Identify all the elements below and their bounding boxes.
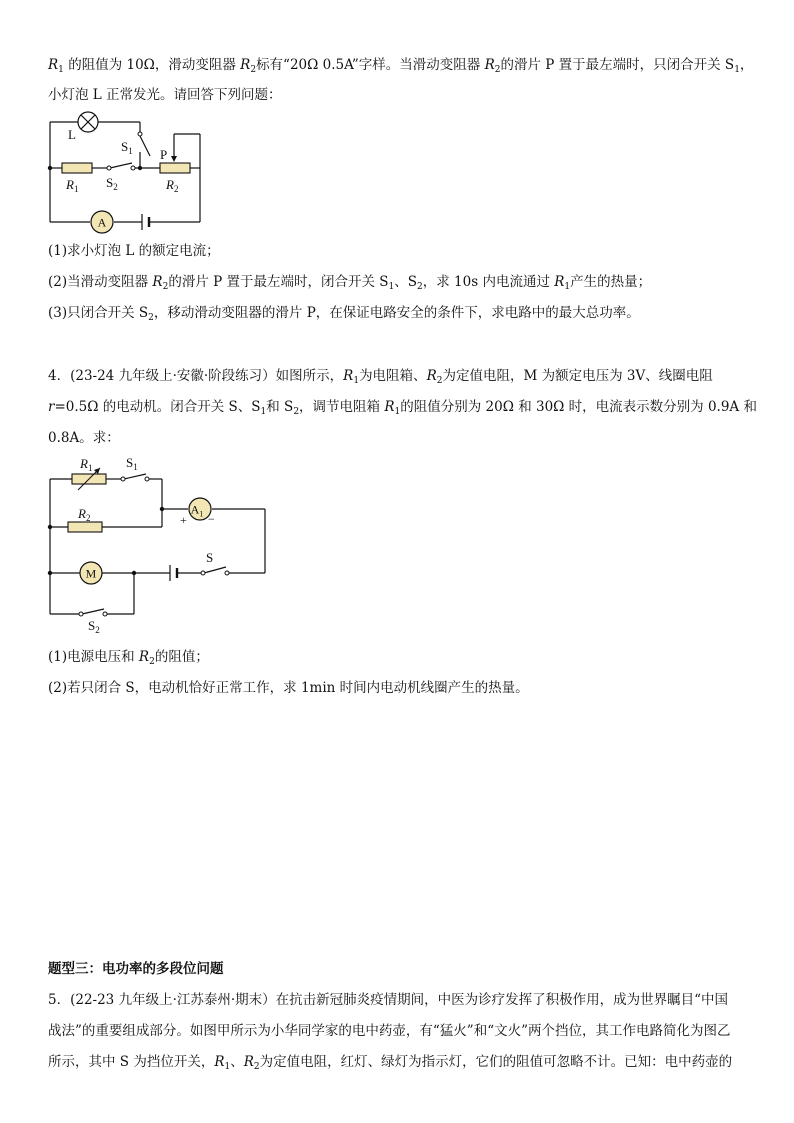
r1-symbol: R [554,274,565,290]
r1-symbol: R [48,57,59,73]
q4-sub2: (2)若只闭合 S，电动机恰好正常工作，求 1min 时间内电动机线圈产生的热量。 [48,680,529,696]
q3-intro-line-2: 小灯泡 L 正常发光。请回答下列问题： [48,87,282,103]
junction-dot [160,507,164,511]
r1-symbol: R [384,399,395,415]
s1-subscript: 1 [388,282,395,292]
r1-symbol: R [214,1054,225,1070]
junction-dot [48,571,52,575]
junction-dot [132,571,136,575]
text-segment: 和 S [266,399,294,415]
switch-terminal [131,166,135,170]
minus-terminal-label: − [208,512,215,526]
text-segment: ，移动滑动变阻器的滑片 P，在保证电路安全的条件下，求电路中的最大总功率。 [153,305,640,321]
s1-subscript: 1 [260,407,267,417]
slider-p-label: P [160,147,168,162]
text-segment: 的阻值为 10Ω，滑动变阻器 [63,57,241,73]
q4-sub1 [48,648,209,666]
s2-label: $S_2$ [88,618,100,635]
q3-sub2 [48,273,651,291]
s-label: S [206,550,214,565]
r1-subscript: 1 [564,282,571,292]
text-segment: =0.5Ω 的电动机。闭合开关 S、S [54,399,261,415]
r2-subscript: 2 [162,282,169,292]
switch-terminal [145,477,149,481]
r1-symbol: R [343,368,354,384]
r1-subscript: 1 [394,407,401,417]
motor-icon [80,562,102,584]
text-segment: (2)当滑动变阻器 [48,274,153,290]
q3-circuit-diagram [40,110,210,228]
r1-subscript: 1 [58,65,64,75]
q5-line-3 [48,1053,732,1071]
switch-terminal [103,612,107,616]
r1-subscript: 1 [353,376,360,386]
lamp-icon [78,112,98,132]
text-segment: ，调节电阻箱 [299,399,385,415]
text-segment: ，求 10s 内电流通过 [422,274,555,290]
resistor-r1-icon [62,163,92,173]
text-segment: ， [739,57,754,73]
switch-terminal [225,571,229,575]
r2-label: $R_2$ [166,177,179,194]
text-segment: (1)电源电压和 [48,649,139,665]
rheostat-r2-icon [160,163,190,173]
s1-label: $S_1$ [121,139,133,156]
switch-terminal [79,612,83,616]
r2-subscript: 2 [253,1062,260,1072]
q5-line-1: 5．(22-23 九年级上·江苏泰州·期末）在抗击新冠肺炎疫情期间，中医为诊疗发挥了积极作用，成为世界瞩目“中国 [48,992,729,1008]
plus-terminal-label: + [180,513,187,527]
text-segment: 的滑片 P 置于最左端时，闭合开关 S [168,274,389,290]
text-segment: 为电阻箱、 [359,368,427,384]
r2-symbol: R [240,57,251,73]
battery-icon [142,214,149,230]
q3-sub3 [48,304,640,322]
junction-dot [48,525,52,529]
r2-subscript: 2 [494,65,501,75]
ammeter-a1-label: $A_1$ [190,502,204,519]
r2-subscript: 2 [149,657,155,667]
s1-subscript: 1 [734,65,740,75]
q5-line-2: 战法”的重要组成部分。如图甲所示为小华同学家的电中药壶，有“猛火”和“文火”两个挡位，其工作电路简化为图乙 [48,1023,731,1039]
text-segment: (3)只闭合开关 S [48,305,149,321]
r2-symbol: R [152,274,163,290]
text-segment: 所示，其中 S 为挡位开关， [48,1054,215,1070]
q4-line-3: 0.8A。求： [48,430,120,446]
q4-line-2 [48,398,757,416]
text-segment: 、S [394,274,418,290]
battery-icon [170,565,177,581]
text-segment: 标有“20Ω 0.5A”字样。当滑动变阻器 [256,57,485,73]
r2-symbol: R [138,649,150,665]
motor-label: M [85,566,97,581]
switch-terminal [138,132,142,136]
r2-subscript: 2 [250,65,257,75]
ammeter-label: A [97,215,107,230]
text-segment: 的阻值分别为 20Ω 和 30Ω 时，电流表示数分别为 0.9A 和 [400,399,757,415]
junction-dot [138,166,142,170]
r-symbol: r [48,399,55,415]
text-segment: 产生的热量； [570,274,652,290]
slider-arrow-icon [171,156,177,162]
resistor-r2-icon [68,522,102,532]
s2-subscript: 2 [148,313,154,323]
r2-symbol: R [484,57,495,73]
r2-symbol: R [243,1054,254,1070]
q3-sub1: (1)求小灯泡 L 的额定电流； [48,243,220,259]
question-header: 4．(23-24 九年级上·安徽·阶段练习）如图所示， [48,368,344,384]
r1-subscript: 1 [224,1062,231,1072]
q4-line-1 [48,367,713,385]
q3-intro-line-1 [48,56,753,74]
text-segment: 为定值电阻，红灯、绿灯为指示灯，它们的阻值可忽略不计。已知：电中药壶的 [259,1054,733,1070]
r1-label: $R_1$ [80,456,93,473]
s2-label: $S_2$ [106,175,118,192]
section-heading: 题型三：电功率的多段位问题 [48,961,224,977]
r2-subscript: 2 [436,376,443,386]
s2-subscript: 2 [417,282,423,292]
r2-label: $R_2$ [78,506,91,523]
switch-terminal [201,571,205,575]
ammeter-icon [91,211,113,233]
switch-terminal [107,166,111,170]
junction-dot [48,166,52,170]
text-segment: 的阻值； [154,649,209,665]
lamp-label: L [68,127,76,142]
s1-label: $S_1$ [126,455,138,472]
text-segment: 为定值电阻，M 为额定电压为 3V、线圈电阻 [442,368,713,384]
r1-label: $R_1$ [66,177,79,194]
switch-terminal [121,477,125,481]
text-segment: 、 [230,1054,244,1070]
text-segment: 的滑片 P 置于最左端时，只闭合开关 S [500,57,735,73]
s2-subscript: 2 [293,407,300,417]
r2-symbol: R [426,368,437,384]
q4-circuit-diagram [40,452,272,636]
